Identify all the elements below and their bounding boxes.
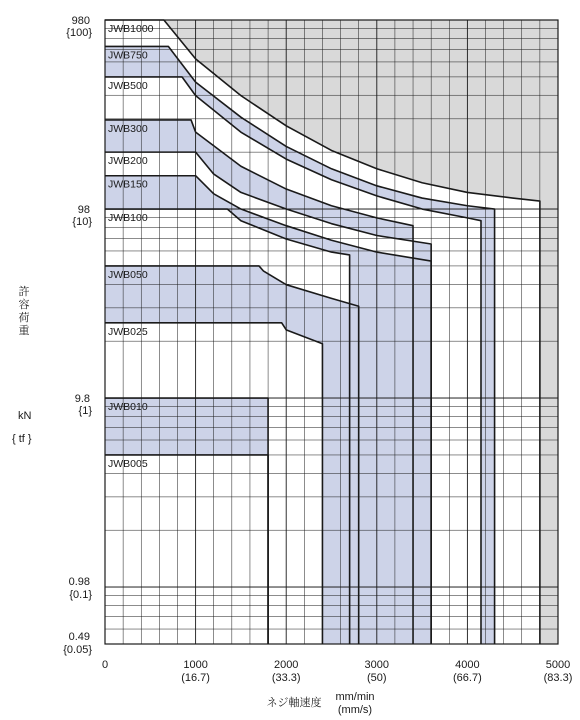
series-label-jwb100: JWB100 bbox=[108, 212, 148, 225]
x-tick-label: 3000 bbox=[364, 659, 390, 671]
y-tick-label: 980 bbox=[71, 15, 90, 27]
series-line-jwb005 bbox=[105, 455, 268, 644]
y-tick-label: 98 bbox=[77, 204, 90, 217]
x-tick-label: 0 bbox=[101, 659, 109, 671]
x-tick-label: 4000 bbox=[455, 659, 480, 671]
y-tick-sublabel: {1} bbox=[78, 405, 92, 418]
band-jwb010 bbox=[105, 398, 268, 644]
series-label-jwb150: JWB150 bbox=[108, 178, 148, 191]
series-label-jwb750: JWB750 bbox=[108, 49, 148, 62]
series-label-jwb005: JWB005 bbox=[108, 457, 148, 470]
x-tick-label: 1000 bbox=[183, 659, 208, 671]
series-label-jwb200: JWB200 bbox=[108, 155, 148, 168]
x-axis-unit: mm/min bbox=[335, 691, 375, 703]
x-tick-sublabel: (50) bbox=[367, 672, 387, 684]
x-tick-sublabel: (66.7) bbox=[453, 672, 482, 684]
axis-title-group bbox=[267, 691, 375, 716]
y-axis-unit: kN bbox=[18, 410, 32, 422]
y-tick-label: 9.8 bbox=[74, 393, 90, 406]
x-axis-unit-secondary: (mm/s) bbox=[337, 704, 373, 716]
series-label-jwb1000: JWB1000 bbox=[108, 23, 154, 35]
y-tick-sublabel: {10} bbox=[72, 216, 92, 229]
x-tick-sublabel: (16.7) bbox=[181, 672, 210, 684]
x-tick-sublabel: (33.3) bbox=[271, 672, 301, 684]
x-tick-label: 2000 bbox=[273, 659, 299, 671]
y-tick-sublabel: {100} bbox=[66, 27, 92, 39]
y-axis-unit-secondary: { tf } bbox=[12, 433, 32, 445]
y-tick-label: 0.98 bbox=[68, 576, 90, 589]
x-axis-label: ネジ軸速度 bbox=[266, 697, 322, 709]
series-label-group bbox=[108, 23, 154, 470]
y-tick-label: 0.49 bbox=[68, 631, 90, 643]
series-label-jwb300: JWB300 bbox=[108, 122, 148, 135]
series-label-jwb010: JWB010 bbox=[108, 401, 148, 414]
series-label-jwb050: JWB050 bbox=[108, 268, 148, 281]
x-tick-sublabel: (83.3) bbox=[543, 672, 573, 684]
y-tick-sublabel: {0.1} bbox=[69, 589, 92, 602]
x-tick-label: 5000 bbox=[545, 659, 571, 671]
series-label-jwb500: JWB500 bbox=[108, 79, 148, 92]
y-axis-label: 許容荷重 bbox=[18, 286, 30, 337]
series-label-jwb025: JWB025 bbox=[108, 325, 148, 338]
y-tick-sublabel: {0.05} bbox=[63, 644, 92, 656]
